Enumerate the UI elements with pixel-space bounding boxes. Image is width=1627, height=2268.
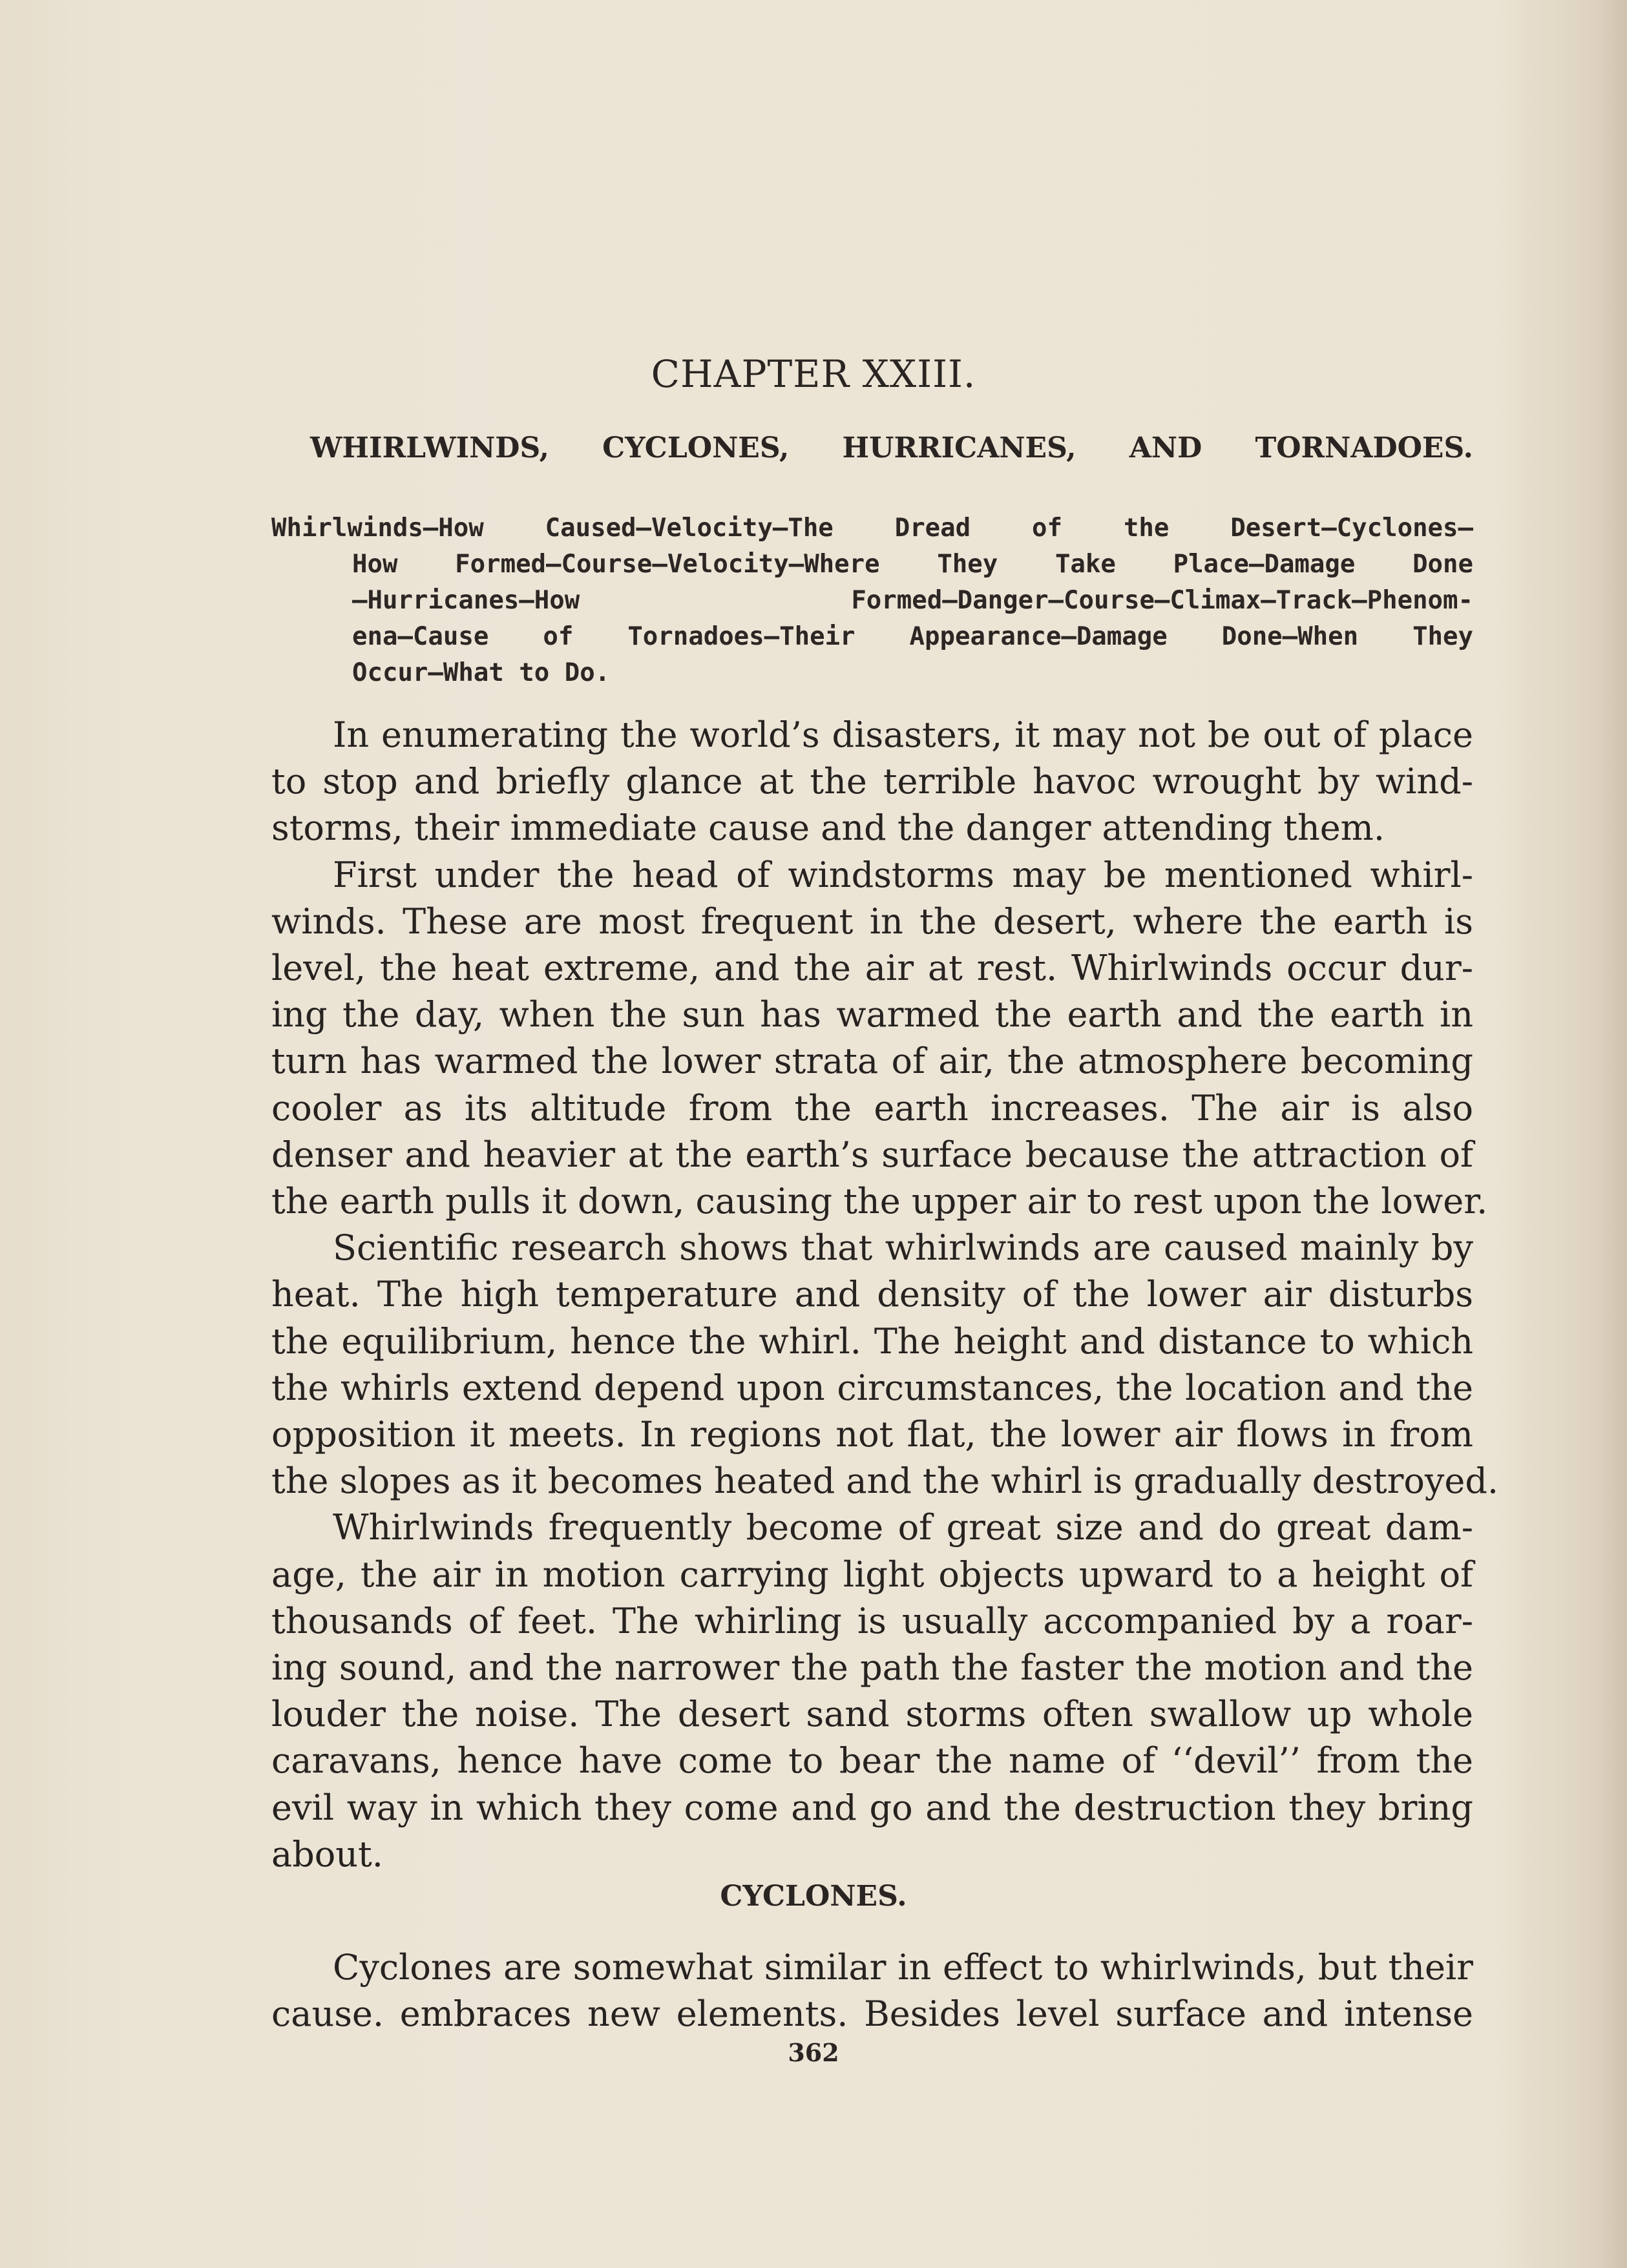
paragraph-damage xyxy=(271,1504,1473,1878)
text-line: opposition it meets. In regions not flat, the lower air flows in from xyxy=(271,1414,1473,1455)
text-line: thousands of feet. The whirling is usually accompanied by a roar- xyxy=(271,1600,1473,1641)
text-line: level, the heat extreme, and the air at rest. Whirlwinds occur dur- xyxy=(271,948,1473,989)
body-text xyxy=(271,712,1499,1878)
text-line: cause. embraces new elements. Besides level surface and intense xyxy=(271,1993,1473,2035)
text-line: Scientific research shows that whirlwinds are caused mainly by xyxy=(333,1227,1473,1269)
text-line: storms, their immediate cause and the danger attending them. xyxy=(271,807,1385,849)
text-line: ing the day, when the sun has warmed the earth and the earth in xyxy=(271,994,1473,1035)
section-heading: CYCLONES. xyxy=(720,1880,907,1913)
paragraph-cyclones xyxy=(271,1944,1473,2037)
text-line: First under the head of windstorms may be mentioned whirl- xyxy=(333,854,1473,895)
text-line: heat. The high temperature and density of the lower air disturbs xyxy=(271,1274,1473,1315)
text-line: ing sound, and the narrower the path the faster the motion and the xyxy=(271,1647,1473,1689)
text-line: louder the noise. The desert sand storms often swallow up whole xyxy=(271,1694,1473,1735)
chapter-title: CHAPTER XXIII. xyxy=(651,352,976,396)
synopsis-line: Whirlwinds—How Caused—Velocity—The Dread of the Desert—Cyclones— xyxy=(271,514,1473,543)
text-line: the equilibrium, hence the whirl. The height and distance to which xyxy=(271,1320,1473,1362)
synopsis-line: ena—Cause of Tornadoes—Their Appearance—Damage Done—When They xyxy=(352,622,1473,651)
text-line: cooler as its altitude from the earth increases. The air is also xyxy=(271,1087,1473,1129)
synopsis-line: Occur—What to Do. xyxy=(352,658,611,687)
paragraph-research xyxy=(271,1225,1499,1504)
text-line: the whirls extend depend upon circumstances, the location and the xyxy=(271,1367,1473,1408)
text-line: about. xyxy=(271,1833,383,1875)
text-line: evil way in which they come and go and the destruction they bring xyxy=(271,1787,1473,1828)
text-line: In enumerating the world’s disasters, it may not be out of place xyxy=(333,714,1473,755)
synopsis-line: How Formed—Course—Velocity—Where They Take Place—Damage Done xyxy=(352,550,1473,579)
body-text-cyclones xyxy=(271,1944,1473,2037)
text-line: winds. These are most frequent in the desert, where the earth is xyxy=(271,900,1473,942)
chapter-subtitle: WHIRLWINDS, CYCLONES, HURRICANES, AND TORNADOES. xyxy=(310,432,1473,464)
text-line: the slopes as it becomes heated and the whirl is gradually destroyed. xyxy=(271,1461,1499,1502)
synopsis-line: —Hurricanes—How Formed—Danger—Course—Climax—Track—Phenom- xyxy=(352,586,1473,615)
text-line: to stop and briefly glance at the terrible havoc wrought by wind- xyxy=(271,761,1473,802)
text-line: Whirlwinds frequently become of great size and do great dam- xyxy=(333,1507,1473,1548)
text-line: turn has warmed the lower strata of air, the atmosphere becoming xyxy=(271,1041,1473,1082)
text-line: denser and heavier at the earth’s surface because the attraction of xyxy=(271,1134,1473,1175)
paragraph-intro xyxy=(271,712,1473,852)
page-number: 362 xyxy=(788,2038,839,2067)
text-line: caravans, hence have come to bear the name of ‘‘devil’’ from the xyxy=(271,1740,1473,1782)
chapter-synopsis xyxy=(271,510,1473,691)
paragraph-whirlwinds xyxy=(271,852,1488,1225)
text-line: age, the air in motion carrying light objects upward to a height of xyxy=(271,1554,1473,1595)
text-line: Cyclones are somewhat similar in effect to whirlwinds, but their xyxy=(333,1947,1473,1988)
text-line: the earth pulls it down, causing the upper air to rest upon the lower. xyxy=(271,1181,1488,1222)
